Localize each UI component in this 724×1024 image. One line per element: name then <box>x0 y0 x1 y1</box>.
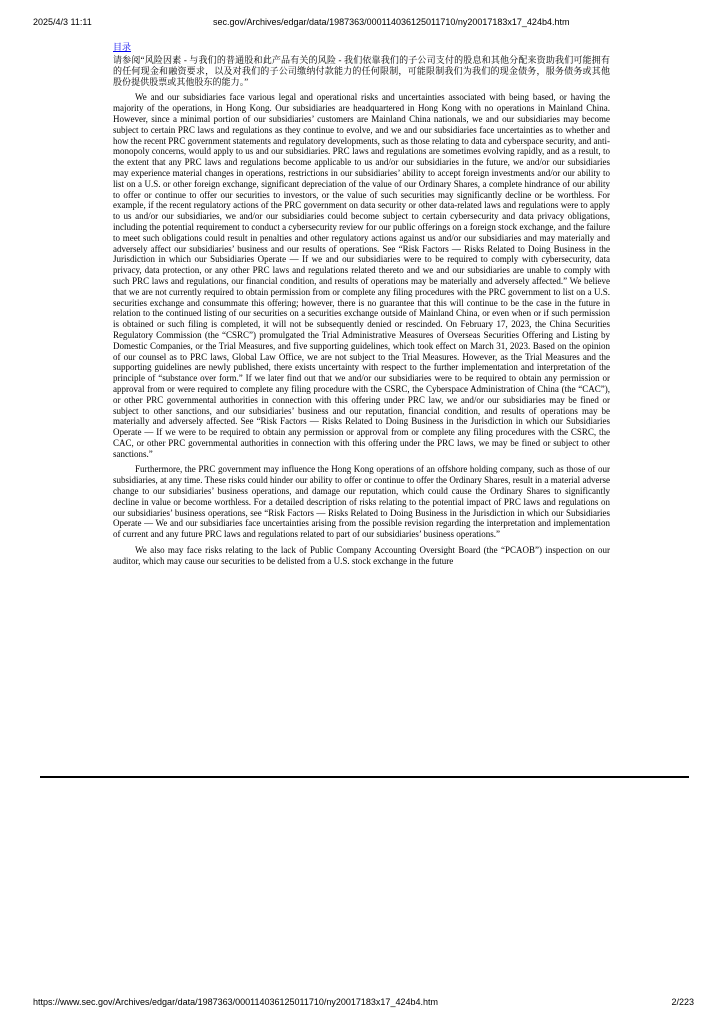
footer-url: https://www.sec.gov/Archives/edgar/data/1987363/000114036125011710/ny20017183x17_424b4.htm <box>33 997 438 1007</box>
horizontal-rule <box>40 776 689 778</box>
toc-link[interactable]: 目录 <box>113 42 132 52</box>
page-number: 2/223 <box>671 997 694 1007</box>
paragraph-prc-influence: Furthermore, the PRC government may influence the Hong Kong operations of an offshore holding company, such as those of our subsidiaries, at any time. These risks could hinder our ability to offer or continue to offer the Ordinary Shares, result in a material adverse change to our subsidiaries’ business operations, and damage our reputation, which could cause the Ordinary Shares to significantly decline in value or become worthless. For a detailed description of risks relating to the potential impact of PRC laws and regulations on our subsidiaries’ business operations, see “Risk Factors — Risks Related to Doing Business in the Jurisdiction in which our Subsidiaries Operate — We and our subsidiaries face uncertainties arising from the possible revision regarding the interpretation and implementation of current and any future PRC laws and regulations related to part of our subsidiaries’ business operations.” <box>113 464 610 540</box>
paragraph-pcaob: We also may face risks relating to the lack of Public Company Accounting Oversight Board (the “PCAOB”) inspection on our auditor, which may cause our securities to be delisted from a U.S. stock exchange in the future <box>113 545 610 566</box>
chinese-paragraph: 请参阅“风险因素 - 与我们的普通股和此产品有关的风险 - 我们依靠我们的子公司支付的股息和其他分配来资助我们可能拥有的任何现金和融资要求，以及对我们的子公司缴纳付款能力的任何限制，可能限制我们为我们的现金债务，服务债务或其他股份提供股票或其他股东的能力。” <box>113 55 610 87</box>
print-url-title: sec.gov/Archives/edgar/data/1987363/000114036125011710/ny20017183x17_424b4.htm <box>213 17 570 27</box>
document-body <box>113 55 610 572</box>
print-datetime: 2025/4/3 11:11 <box>33 17 92 27</box>
paragraph-legal-risks: We and our subsidiaries face various legal and operational risks and uncertainties associated with being based, or having the majority of the operations, in Hong Kong. Our subsidiaries are headquartered in Hong Kong with no operations in Mainland China. However, since a minimal portion of our subsidiaries’ customers are Mainland China nationals, we and our subsidiaries may become subject to certain PRC laws and regulations as they continue to evolve, and we and our subsidiaries face uncertainties as to whether and how the recent PRC government statements and regulatory developments, such as those relating to data and cyberspace security, and anti-monopoly concerns, would apply to us and our subsidiaries. PRC laws and regulations are sometimes evolving rapidly, and as a result, to the extent that any PRC laws and regulations become applicable to us and/or our subsidiaries in the future, we and/or our subsidiaries may experience material changes in operations, restrictions in our subsidiaries’ ability to accept foreign investments and/or our ability to list on a U.S. or other foreign exchange, significant depreciation of the value of our Ordinary Shares, a complete hindrance of our ability to offer or continue to offer our securities to investors, or the value of such securities may significantly decline or be worthless. For example, if the recent regulatory actions of the PRC government on data security or other data-related laws and regulations were to apply to us and/or our subsidiaries, we and/or our subsidiaries could become subject to certain cybersecurity and data privacy obligations, including the potential requirement to conduct a cybersecurity review for our public offerings on a foreign stock exchange, and the failure to meet such obligations could result in penalties and other regulatory actions against us and/or our subsidiaries and may materially and adversely affect our subsidiaries’ business and our results of operations. See “Risk Factors — Risks Related to Doing Business in the Jurisdiction in which our Subsidiaries Operate — If we and our subsidiaries were to be required to comply with cybersecurity, data privacy, data protection, or any other PRC laws and regulations related thereto and we and our subsidiaries are unable to comply with such PRC laws and regulations, our financial condition, and results of operations may be materially and adversely affected.” We believe that we are not currently required to obtain permission from or complete any filing procedures with the PRC government to list on a U.S. securities exchange and consummate this offering; however, there is no guarantee that this will continue to be the case in the future in relation to the continued listing of our securities on a securities exchange outside of Mainland China, or even when or if such permission is obtained or such filing is completed, it will not be subsequently denied or rescinded. On February 17, 2023, the China Securities Regulatory Commission (the “CSRC”) promulgated the Trial Administrative Measures of Overseas Securities Offering and Listing by Domestic Companies, or the Trial Measures, and five supporting guidelines, which took effect on March 31, 2023. Based on the opinion of our counsel as to PRC laws, Global Law Office, we are not subject to the Trial Measures. However, as the Trial Measures and the supporting guidelines are newly published, there exists uncertainty with respect to the further implementation and interpretation of the principle of “substance over form.” If we later find out that we and/or our subsidiaries were to be required to obtain any permission or approval from or were required to complete any filing procedure with the CSRC, the Cyberspace Administration of China (the “CAC”), or other PRC governmental authorities in connection with this offering under PRC law, we and/or our subsidiaries may be fined or subject to other sanctions, and our subsidiaries’ business and our reputation, financial condition, and results of operations may be materially and adversely affected. See “Risk Factors — Risks Related to Doing Business in the Jurisdiction in which our Subsidiaries Operate — If we were to be required to obtain any permission or approval from or complete any filing procedures with the CSRC, the CAC, or other PRC governmental authorities in connection with this offering under the PRC laws, we may be fined or subject to other sanctions.” <box>113 92 610 459</box>
